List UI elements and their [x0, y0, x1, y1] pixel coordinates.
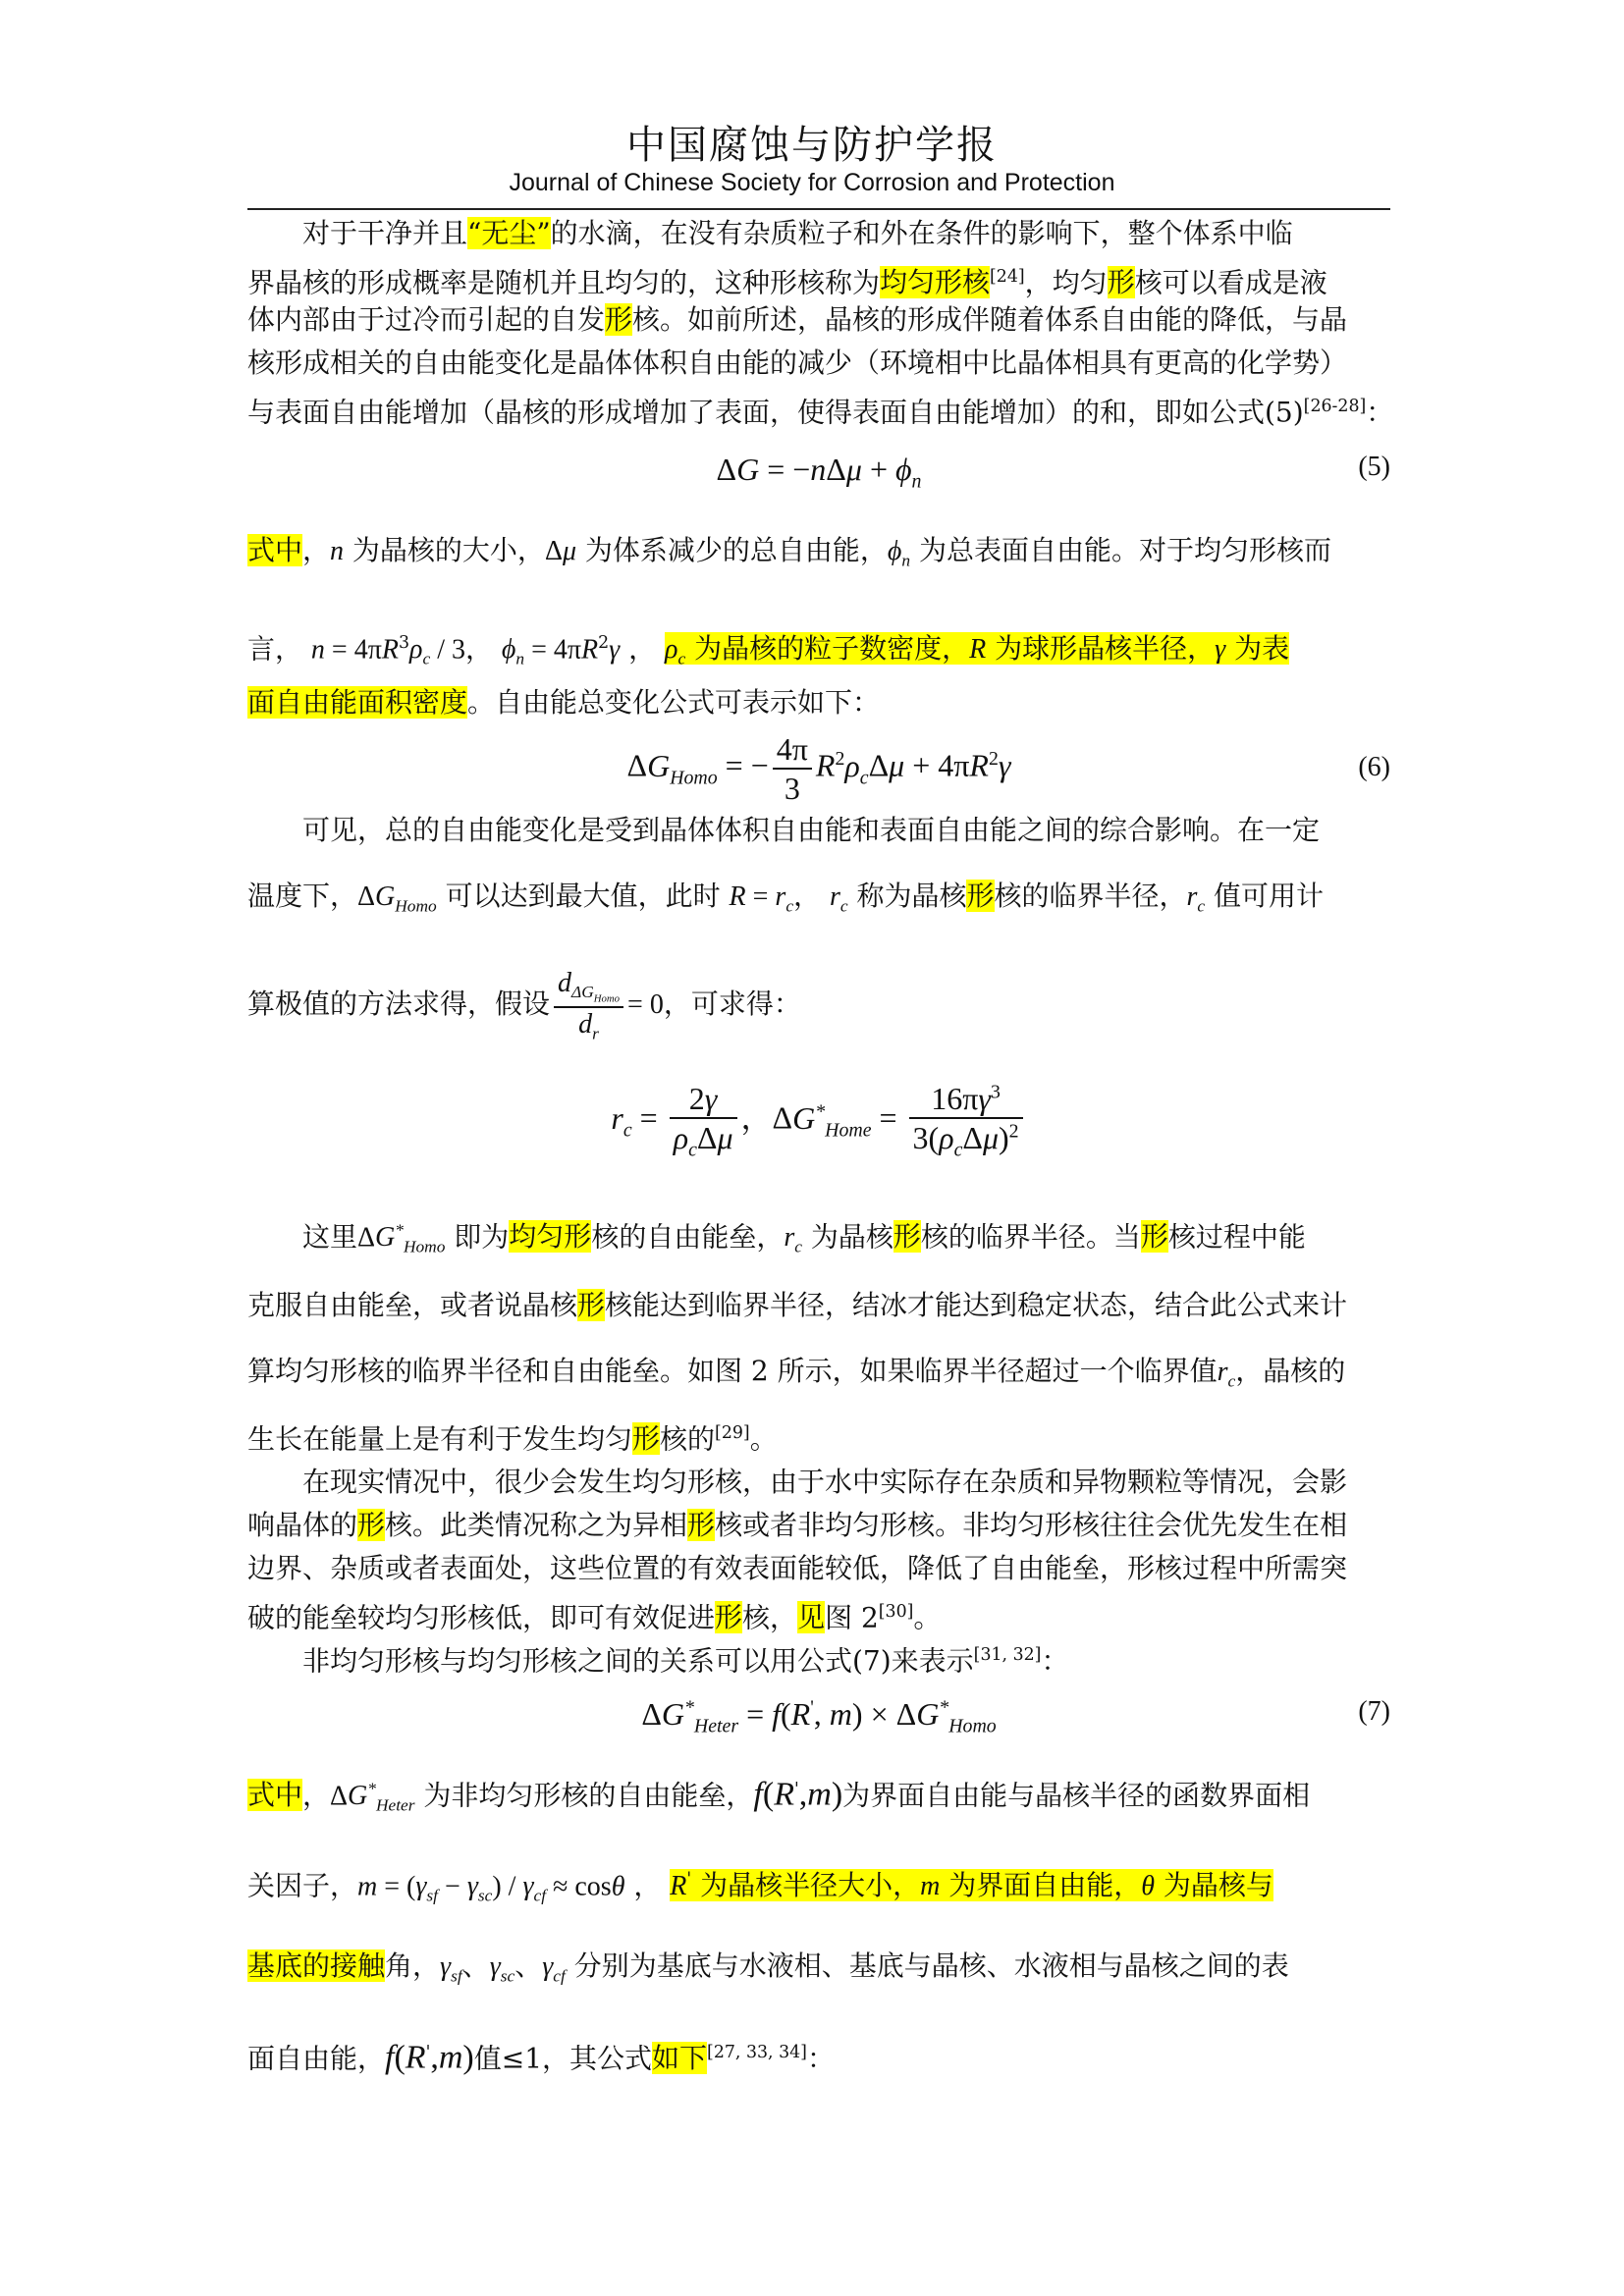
equation-7 — [247, 1682, 1390, 1751]
paragraph-line: 破的能垒较均匀形核低，即可有效促进形核，见图 2[30]。 — [247, 1601, 942, 1634]
citation: [29] — [715, 1423, 750, 1443]
paragraph-line: 关因子，$m = (\gamma_{sf} - \gamma_{sc}) / \gamma_{cf} \approx \cos\theta$ ， R' 为晶核半径大小，m 为界面自由能，θ 为晶核与 — [247, 1869, 1273, 1905]
journal-title-english: Journal of Chinese Society for Corrosion and Protection — [509, 169, 1115, 196]
equation-6 — [247, 724, 1390, 823]
paragraph-line: 面自由能，f(R',m)值≤1，其公式如下[27, 33, 34]： — [247, 2039, 835, 2076]
highlight: 式中 — [247, 534, 303, 566]
paragraph-line: 这里$\Delta G^*_{Homo}$ 即为均匀形核的自由能垒，$r_c$ 为晶核形核的临界半径。当形核过程中能 — [302, 1220, 1306, 1256]
paragraph-line: 温度下，$\Delta G_{Homo}$ 可以达到最大值，此时 $R = r_c$， $r_c$ 称为晶核形核的临界半径，$r_c$ 值可用计 — [247, 880, 1325, 916]
highlight: 均匀形核 — [880, 266, 991, 299]
highlight: 形 — [1140, 1220, 1168, 1254]
highlight: 形 — [966, 880, 995, 912]
highlight: 形 — [687, 1509, 716, 1541]
highlight: 形 — [577, 1289, 606, 1321]
paragraph-line: 对于干净并且“无尘”的水滴，在没有杂质粒子和外在条件的影响下，整个体系中临 — [302, 217, 1293, 249]
critical-radius-equations — [247, 1076, 1390, 1184]
paragraph-line: 言， $n = 4\pi R^3\rho_c / 3$， $\phi_n = 4\pi R^2\gamma$ ， $\rho_c$ 为晶核的粒子数密度，R 为球形晶核半径，γ 为表 — [247, 632, 1290, 668]
paragraph-line: 面自由能面积密度。自由能总变化公式可表示如下： — [247, 686, 881, 719]
equation-number: (7) — [1358, 1696, 1390, 1727]
paragraph-line: 算均匀形核的临界半径和自由能垒。如图 2 所示，如果临界半径超过一个临界值$r_c$，晶核的 — [247, 1355, 1346, 1391]
highlight: 均匀形 — [509, 1220, 592, 1254]
equation-number: (6) — [1358, 752, 1390, 782]
equation-5 — [247, 438, 1390, 507]
highlight: 形 — [715, 1601, 743, 1634]
highlight: 形 — [605, 303, 633, 336]
equation-number: (5) — [1358, 452, 1390, 482]
citation: [27, 33, 34] — [707, 2043, 807, 2062]
paragraph-line: 非均匀形核与均匀形核之间的关系可以用公式(7)来表示[31, 32]： — [302, 1644, 1069, 1678]
highlight: 形 — [893, 1220, 921, 1254]
paragraph-line: 式中，n 为晶核的大小，Δμ 为体系减少的总自由能，$\phi_n$ 为总表面自由能。对于均匀形核而 — [247, 534, 1332, 570]
paragraph-line: 算极值的方法求得，假设 $\frac{d_{\Delta G_{Homo}}}{d_r}$ = 0，可求得： — [247, 967, 801, 1043]
citation: [26-28] — [1303, 397, 1367, 416]
citation: [24] — [990, 267, 1025, 287]
equation-body: $\Delta G = -n\Delta\mu + \phi_n$ — [716, 452, 922, 493]
paragraph-line: 克服自由能垒，或者说晶核形核能达到临界半径，结冰才能达到稳定状态，结合此公式来计 — [247, 1289, 1348, 1321]
paragraph-line: 与表面自由能增加（晶核的形成增加了表面，使得表面自由能增加）的和，即如公式(5)[26-28]： — [247, 396, 1394, 429]
highlight: 形 — [1107, 266, 1135, 299]
paragraph-line: 在现实情况中，很少会发生均匀形核，由于水中实际存在杂质和异物颗粒等情况，会影 — [302, 1466, 1348, 1498]
highlight: R' 为晶核半径大小，m 为界面自由能，θ 为晶核与 — [670, 1869, 1273, 1902]
citation: [31, 32] — [973, 1645, 1042, 1665]
highlight: 如下 — [652, 2042, 708, 2075]
paragraph-line: 可见，总的自由能变化是受到晶体体积自由能和表面自由能之间的综合影响。在一定 — [302, 814, 1321, 846]
header-divider — [247, 208, 1390, 210]
equation-body: $\Delta G_{Homo}$ = − $\frac{4\pi}{3}$ $R^2\rho_c\Delta\mu + 4\pi R^2\gamma$ — [626, 731, 1011, 807]
paragraph-line: 式中，$\Delta G^*_{Heter}$ 为非均匀形核的自由能垒，f(R',m)为界面自由能与晶核半径的函数界面相 — [247, 1776, 1311, 1815]
highlight: 见 — [797, 1601, 826, 1634]
paragraph-line: 界晶核的形成概率是随机并且均匀的，这种形核称为均匀形核[24]，均匀形核可以看成是液 — [247, 266, 1327, 299]
highlight: 形 — [357, 1509, 386, 1541]
highlight: 形 — [632, 1422, 661, 1456]
highlight: 面自由能面积密度 — [247, 686, 468, 719]
paragraph-line: 体内部由于过冷而引起的自发形核。如前所述，晶核的形成伴随着体系自由能的降低，与晶 — [247, 303, 1348, 336]
highlight: $\rho_c$ 为晶核的粒子数密度，R 为球形晶核半径，γ 为表 — [665, 632, 1290, 668]
equation-body: $\Delta G^*_{Heter} = f(R'$, $m) \times \Delta G^*_{Homo}$ — [641, 1696, 997, 1737]
highlight: 基底的接触 — [247, 1949, 386, 1982]
paragraph-line: 响晶体的形核。此类情况称之为异相形核或者非均匀形核。非均匀形核往往会优先发生在相 — [247, 1509, 1348, 1541]
journal-title-chinese: 中国腐蚀与防护学报 — [626, 123, 998, 168]
paragraph-line: 边界、杂质或者表面处，这些位置的有效表面能较低，降低了自由能垒，形核过程中所需突 — [247, 1552, 1348, 1584]
paragraph-line: 生长在能量上是有利于发生均匀形核的[29]。 — [247, 1422, 778, 1456]
paragraph-line: 核形成相关的自由能变化是晶体体积自由能的减少（环境相中比晶体相具有更高的化学势） — [247, 347, 1348, 379]
paragraph-line: 基底的接触角，$\gamma_{sf}$、$\gamma_{sc}$、$\gamma_{cf}$ 分别为基底与水液相、基底与晶核、水液相与晶核之间的表 — [247, 1949, 1289, 1986]
highlight: “无尘” — [467, 217, 551, 249]
citation: [30] — [878, 1602, 914, 1622]
equation-body: $r_c$ = $\frac{2\gamma}{\rho_c\Delta\mu}$ ，$\Delta G^*_{Home}$ = $\frac{16\pi\gamma^3}{3(\rho_c\Delta\mu)^2}$ — [247, 1080, 1390, 1163]
highlight: 式中 — [247, 1779, 303, 1812]
